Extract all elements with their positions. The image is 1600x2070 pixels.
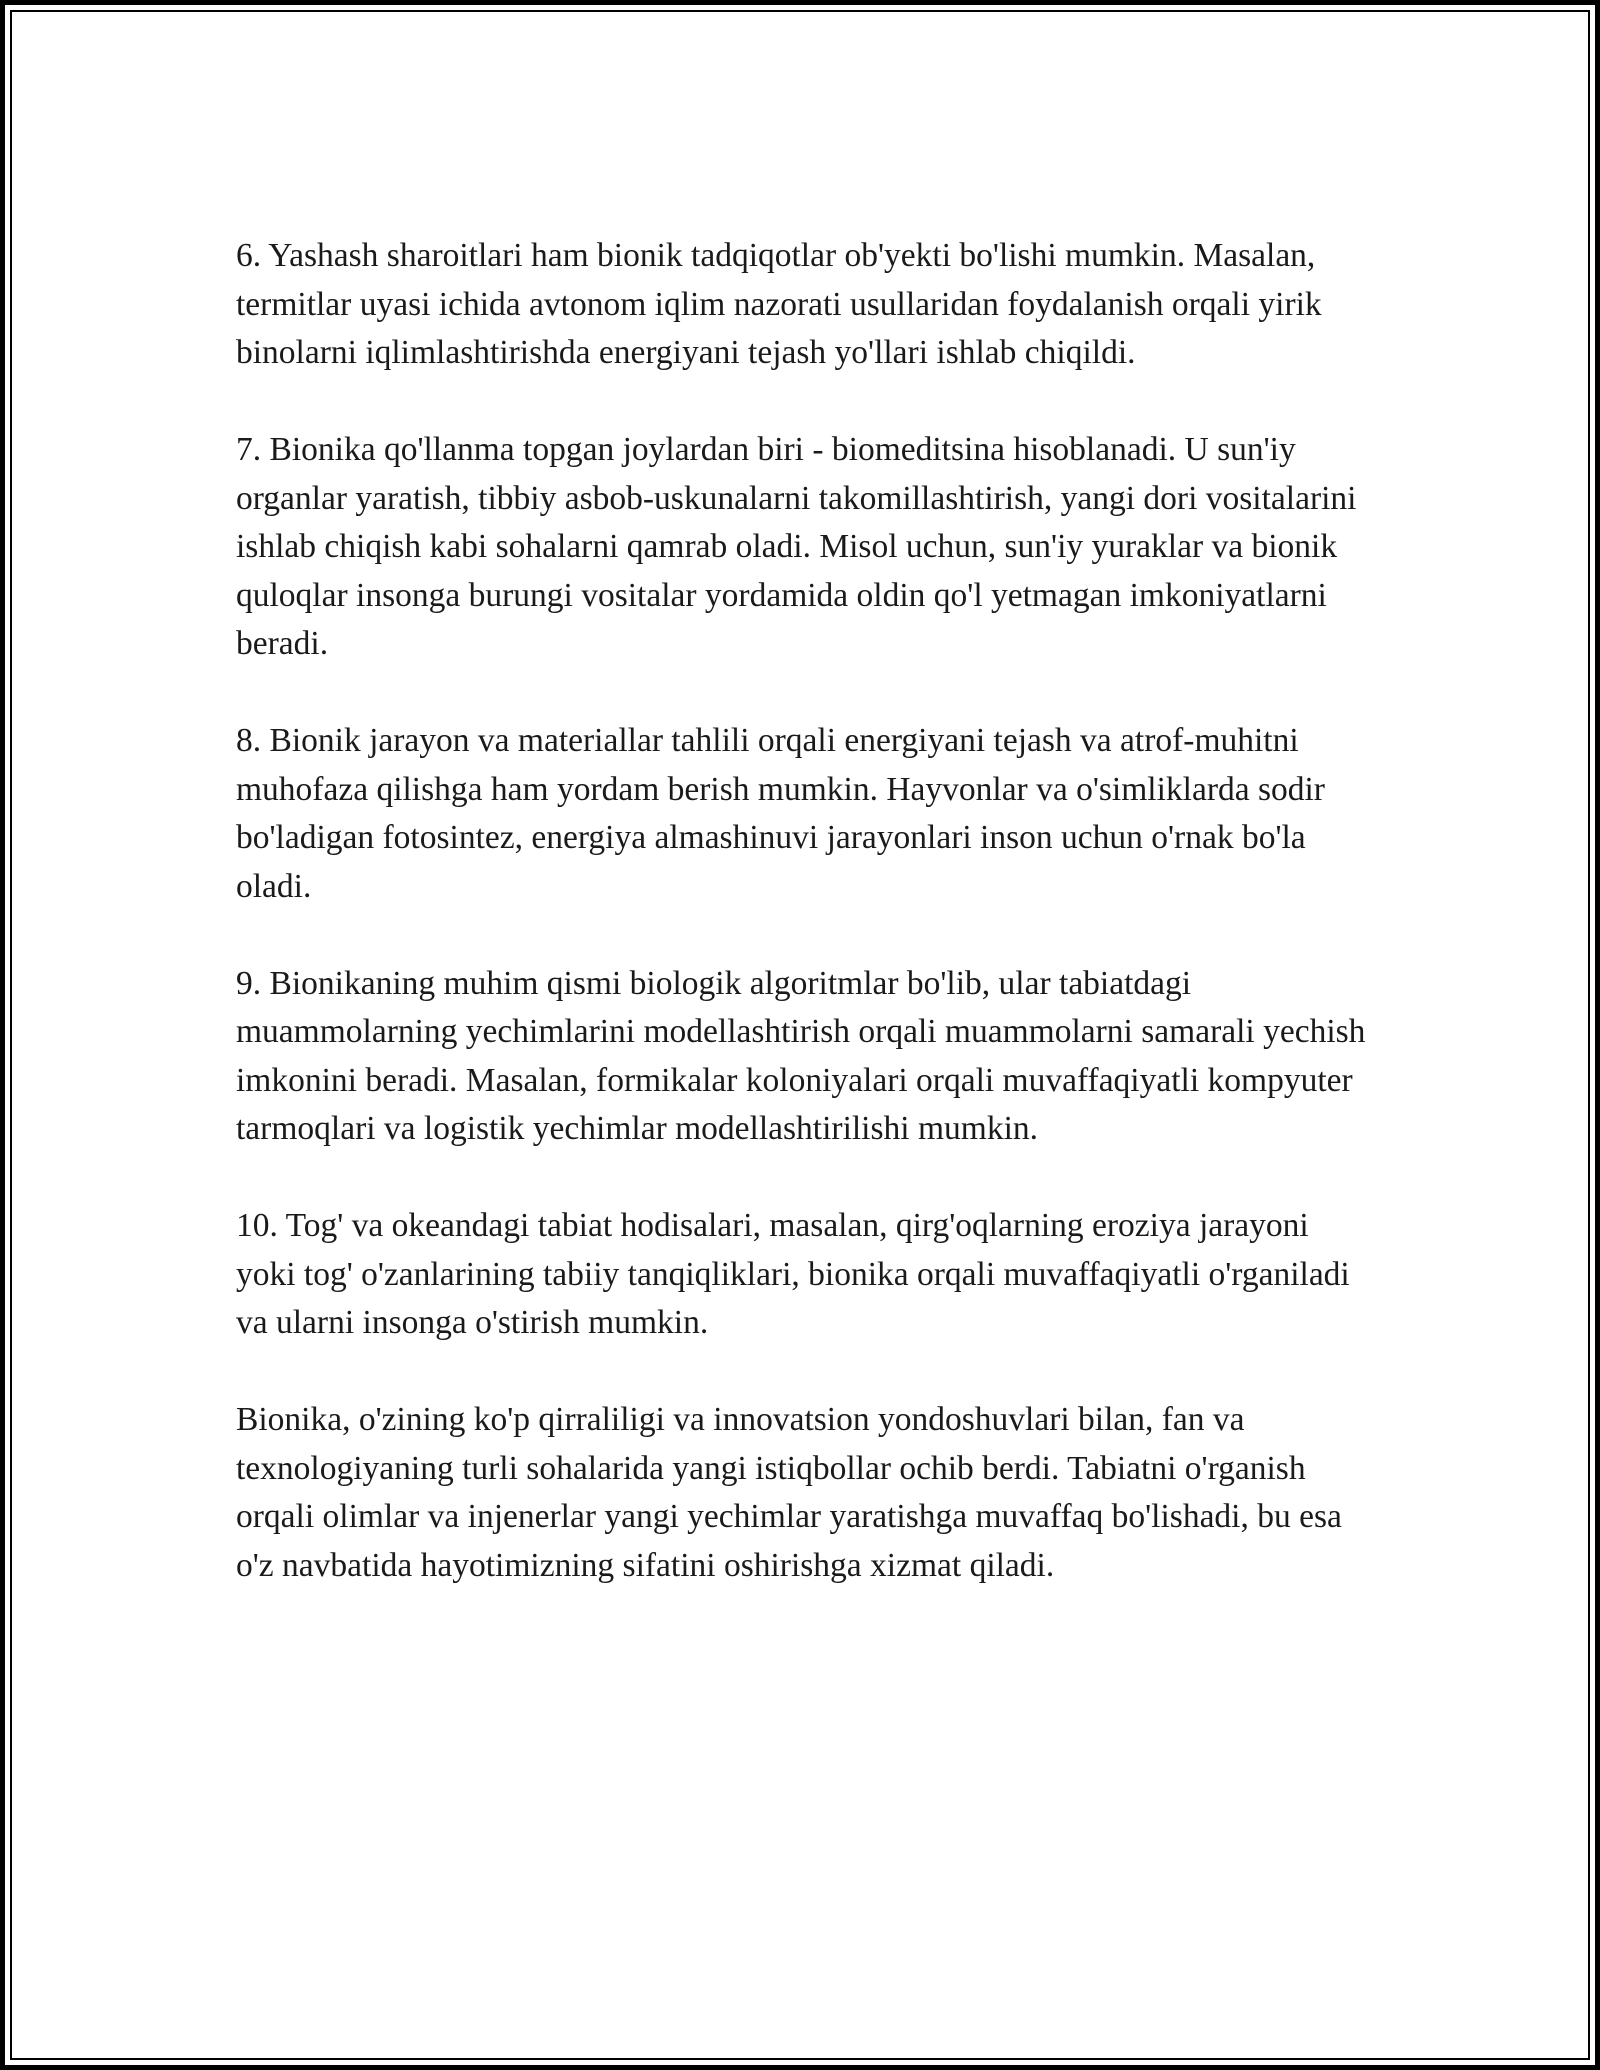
document-body [236, 232, 1376, 1639]
paragraph-6: 6. Yashash sharoitlari ham bionik tadqiqotlar ob'yekti bo'lishi mumkin. Masalan, termitlar uyasi ichida avtonom iqlim nazorati usullaridan foydalanish orqali yirik binolarni iqlimlashtirishda energiyani tejash yo'llari ishlab chiqildi. [236, 237, 1322, 371]
paragraph-8: 8. Bionik jarayon va materiallar tahlili orqali energiyani tejash va atrof-muhitni muhofaza qilishga ham yordam berish mumkin. Hayvonlar va o'simliklarda sodir bo'ladigan fotosintez, energiya almashinuvi jarayonlari inson uchun o'rnak bo'la oladi. [236, 722, 1325, 905]
paragraph-conclusion: Bionika, o'zining ko'p qirraliligi va innovatsion yondoshuvlari bilan, fan va texnologiyaning turli sohalarida yangi istiqbollar ochib berdi. Tabiatni o'rganish orqali olimlar va injenerlar yangi yechimlar yaratishga muvaffaq bo'lishadi, bu esa o'z navbatida hayotimizning sifatini oshirishga xizmat qiladi. [236, 1401, 1342, 1584]
paragraph-10: 10. Tog' va okeandagi tabiat hodisalari, masalan, qirg'oqlarning eroziya jarayoni yoki tog' o'zanlarining tabiiy tanqiqliklari, bionika orqali muvaffaqiyatli o'rganiladi va ularni insonga o'stirish mumkin. [236, 1207, 1350, 1341]
paragraph-9: 9. Bionikaning muhim qismi biologik algoritmlar bo'lib, ular tabiatdagi muammolarning yechimlarini modellashtirish orqali muammolarni samarali yechish imkonini beradi. Masalan, formikalar koloniyalari orqali muvaffaqiyatli kompyuter tarmoqlari va logistik yechimlar modellashtirilishi mumkin. [236, 964, 1366, 1147]
paragraph-7: 7. Bionika qo'llanma topgan joylardan biri - biomeditsina hisoblanadi. U sun'iy organlar yaratish, tibbiy asbob-uskunalarni takomillashtirish, yangi dori vositalarini ishlab chiqish kabi sohalarni qamrab oladi. Misol uchun, sun'iy yuraklar va bionik quloqlar insonga burungi vositalar yordamida oldin qo'l yetmagan imkoniyatlarni beradi. [236, 431, 1357, 662]
